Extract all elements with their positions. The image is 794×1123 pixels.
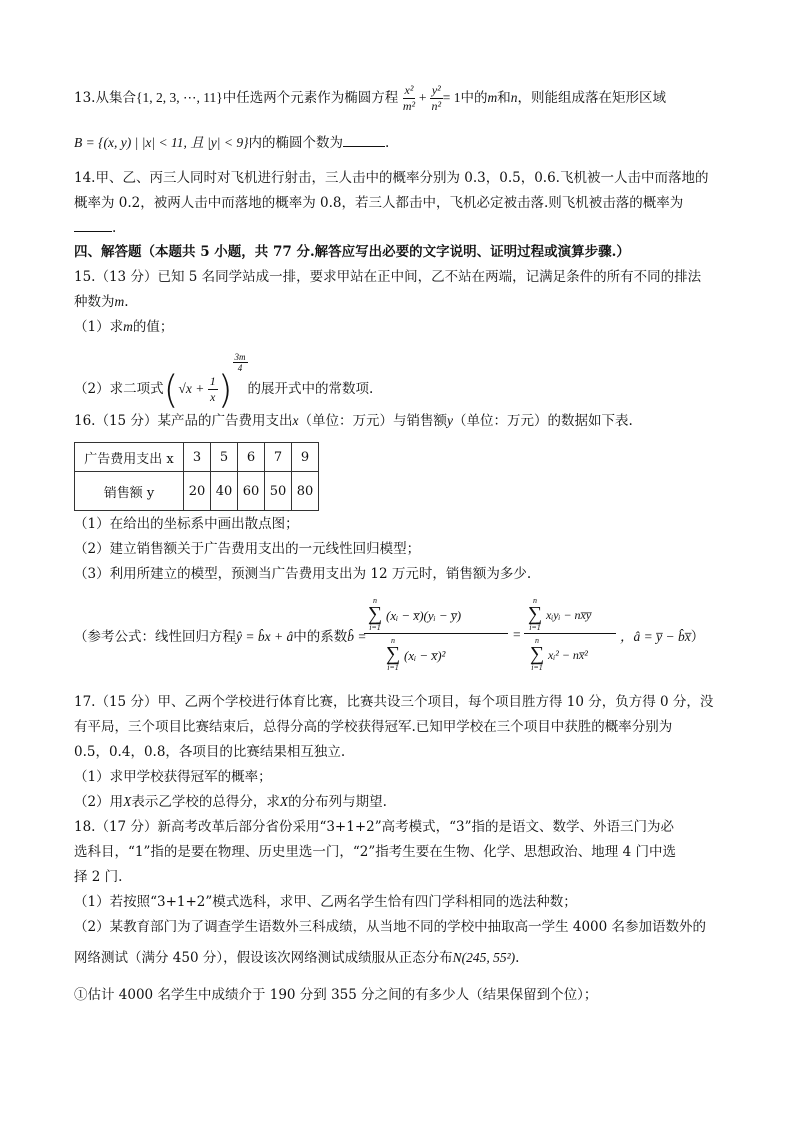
q15-sub1-text: （1）求 [74, 319, 124, 335]
right-paren: ) [217, 367, 233, 412]
sum-symbol: n ∑ i=1 [527, 596, 543, 632]
q15-sub2 [74, 352, 374, 412]
sum-symbol: n ∑ i=1 [367, 596, 383, 632]
q17-sub2-mid: 表示乙学校的总得分，求 [131, 794, 280, 810]
q18-sub2-line1: （2）某教育部门为了调查学生语数外三科成绩，从当地不同的学校中抽取高一学生 4000 名参加语数外的 [74, 919, 707, 935]
table-cell: 60 [238, 472, 265, 511]
q17-sub1: （1）求甲学校获得冠军的概率； [74, 769, 272, 785]
q16-ref-a [620, 627, 704, 647]
frac-1-over-x: $\frac{1}{x}$ [209, 374, 216, 404]
formula-frac2 [524, 596, 618, 674]
q18-line2: 选科目，“1”指的是要在物理、历史里选一门，“2”指考生要在生物、化学、思想政治、地理 4 门中选 [74, 844, 676, 860]
q18-sub1: （1）若按照“3+1+2”模式选科，求甲、乙两名学生恰有四门学科相同的选法种数； [74, 894, 577, 910]
left-paren: ( [163, 367, 179, 412]
var-n: n [510, 90, 518, 105]
table-cell: 9 [292, 443, 319, 472]
q15-sub2-tail: 的展开式中的常数项. [247, 381, 374, 397]
q18-sub2-end: . [515, 950, 520, 966]
q16-line1 [74, 411, 633, 431]
table-row [75, 443, 319, 472]
answer-blank-14 [74, 217, 112, 232]
q18-line3: 择 2 门. [74, 869, 123, 885]
q13-and: 和 [497, 90, 511, 106]
var-m: m [487, 90, 498, 105]
section-title: 四、解答题（本题共 5 小题，共 77 分.解答应写出必要的文字说明、证明过程或演算步骤.） [74, 244, 630, 260]
var-X: X [279, 794, 289, 809]
q15-line2 [74, 292, 129, 312]
table-cell: 5 [211, 443, 238, 472]
q17-line2: 有平局，三个项目比赛结束后，总得分高的学校获得冠军.已知甲学校在三个项目中获胜的概率分别为 [74, 719, 673, 735]
q13-after: 中的 [460, 90, 488, 106]
q15-line2-text: 种数为 [74, 294, 115, 310]
q13-mid: 中任选两个元素作为椭圆方程 [222, 90, 399, 106]
table-header-cell: 广告费用支出 x [75, 443, 184, 472]
ref-mid: 中的系数 [293, 629, 348, 645]
q17-line1: 17.（15 分）甲、乙两个学校进行体育比赛，比赛共设三个项目，每个项目胜方得 10 分，负方得 0 分，没 [74, 694, 714, 710]
q16-sub1: （1）在给出的坐标系中画出散点图； [74, 516, 299, 532]
q15-sub1-end: 的值； [132, 319, 174, 335]
ref-close: ） [690, 629, 705, 645]
table-cell: 40 [211, 472, 238, 511]
frac1-numerator: (xᵢ − x̅)(yᵢ − y̅) [386, 608, 462, 623]
q13-prefix: 13.从集合 [74, 90, 136, 106]
q17-sub2 [74, 792, 387, 812]
var-m: m [114, 294, 125, 309]
exponent-3m-over-4: $\frac{3m}{4}$ [234, 352, 246, 373]
ellipse-eq-tail: = 1 [442, 90, 461, 105]
q16-text1: 16.（15 分）某产品的广告费用支出 [74, 413, 293, 429]
table-cell: 20 [184, 472, 211, 511]
q13-line2 [74, 132, 389, 153]
q18-sub2-text: 网络测试（满分 450 分），假设该次网络测试成绩服从正态分布 [74, 950, 453, 966]
q16-text3: （单位：万元）的数据如下表. [452, 413, 633, 429]
frac2-bar [524, 633, 616, 634]
q14-line3 [74, 217, 116, 238]
coef-a: ，â = y̅ − b̂x̅ [620, 629, 691, 644]
table-cell: 7 [265, 443, 292, 472]
regression-eq: ŷ = b̂x + â [236, 629, 294, 644]
frac2-denominator: xᵢ² − nx̅² [548, 648, 588, 662]
normal-distribution: N(245, 55²) [452, 950, 516, 965]
frac1-bar [364, 633, 508, 634]
q18-line1: 18.（17 分）新高考改革后部分省份采用“3+1+2”高考模式，“3”指的是语文、数学、外语三门为必 [74, 819, 675, 835]
formula-frac1 [362, 596, 512, 674]
var-m: m [123, 319, 133, 334]
sqrt-x: √x + [178, 381, 208, 396]
q18-sub2-line2 [74, 948, 519, 968]
frac1-denominator: (xᵢ − x̅)² [404, 648, 446, 663]
q16-ref-prefix [74, 627, 366, 647]
ellipse-frac-y: $\frac{\text{y²}}{\text{n²}}$ [431, 83, 442, 113]
q13-line1: 13.从集合{1, 2, 3, ⋯, 11}中任选两个元素作为椭圆方程 $\frac{\text{x²}}{\text{m²}}$ + $\frac{\text{y²}}{\text{n²}}$ = 1中的m和n，则能组成落在矩形区域 [74, 83, 666, 113]
answer-blank-13 [343, 132, 385, 147]
q15-line2-end: . [124, 294, 129, 310]
q13-set: {1, 2, 3, ⋯, 11} [135, 90, 223, 105]
q17-sub2-end: 的分布列与期望. [288, 794, 387, 810]
table-cell: 50 [265, 472, 292, 511]
region-b: B = {(x, y) | |x| < 11, 且 |y| < 9} [74, 135, 249, 150]
ellipse-frac-x: $\frac{\text{x²}}{\text{m²}}$ [402, 83, 416, 113]
q17-line3: 0.5，0.4，0.8，各项目的比赛结果相互独立. [74, 744, 346, 760]
q17-sub2-pre: （2）用 [74, 794, 124, 810]
q14-end: . [112, 220, 117, 236]
table-header-cell: 销售额 y [75, 472, 184, 511]
table-row [75, 472, 319, 511]
coef-b: b̂ = [347, 629, 367, 644]
table-cell: 6 [238, 443, 265, 472]
frac2-numerator: xᵢyᵢ − nx̅y̅ [546, 608, 592, 622]
var-y: y [446, 413, 453, 428]
q16-sub2: （2）建立销售额关于广告费用支出的一元线性回归模型； [74, 541, 421, 557]
sum-symbol: n ∑ i=1 [529, 636, 545, 672]
table-cell: 3 [184, 443, 211, 472]
q15-sub2-prefix: （2）求二项式 [74, 381, 164, 397]
ref-prefix: （参考公式：线性回归方程 [74, 629, 236, 645]
var-X: X [123, 794, 132, 809]
q15-line1: 15.（13 分）已知 5 名同学站成一排，要求甲站在正中间，乙不站在两端，记满足条件的所有不同的排法 [74, 269, 702, 285]
q16-sub3: （3）利用所建立的模型，预测当广告费用支出为 12 万元时，销售额为多少. [74, 566, 532, 582]
q18-circ1: ①估计 4000 名学生中成绩介于 190 分到 355 分之间的有多少人（结果保留到个位）； [74, 987, 598, 1003]
sum-symbol: n ∑ i=1 [385, 636, 401, 672]
q14-line1: 14.甲、乙、丙三人同时对飞机进行射击，三人击中的概率分别为 0.3，0.5，0.6.飞机被一人击中而落地的 [74, 170, 709, 186]
q16-text2: （单位：万元）与销售额 [298, 413, 447, 429]
data-table [74, 442, 319, 511]
q13-line2-tail: 内的椭圆个数为 [248, 135, 344, 151]
q13-end: . [385, 135, 390, 151]
table-cell: 80 [292, 472, 319, 511]
q15-sub1 [74, 317, 173, 337]
q14-line2: 概率为 0.2，被两人击中而落地的概率为 0.8，若三人都击中，飞机必定被击落.则飞机被击落的概率为 [74, 195, 684, 211]
q13-tail: ，则能组成落在矩形区域 [517, 90, 666, 106]
var-x: x [292, 413, 299, 428]
equals-sign: = [513, 627, 521, 642]
